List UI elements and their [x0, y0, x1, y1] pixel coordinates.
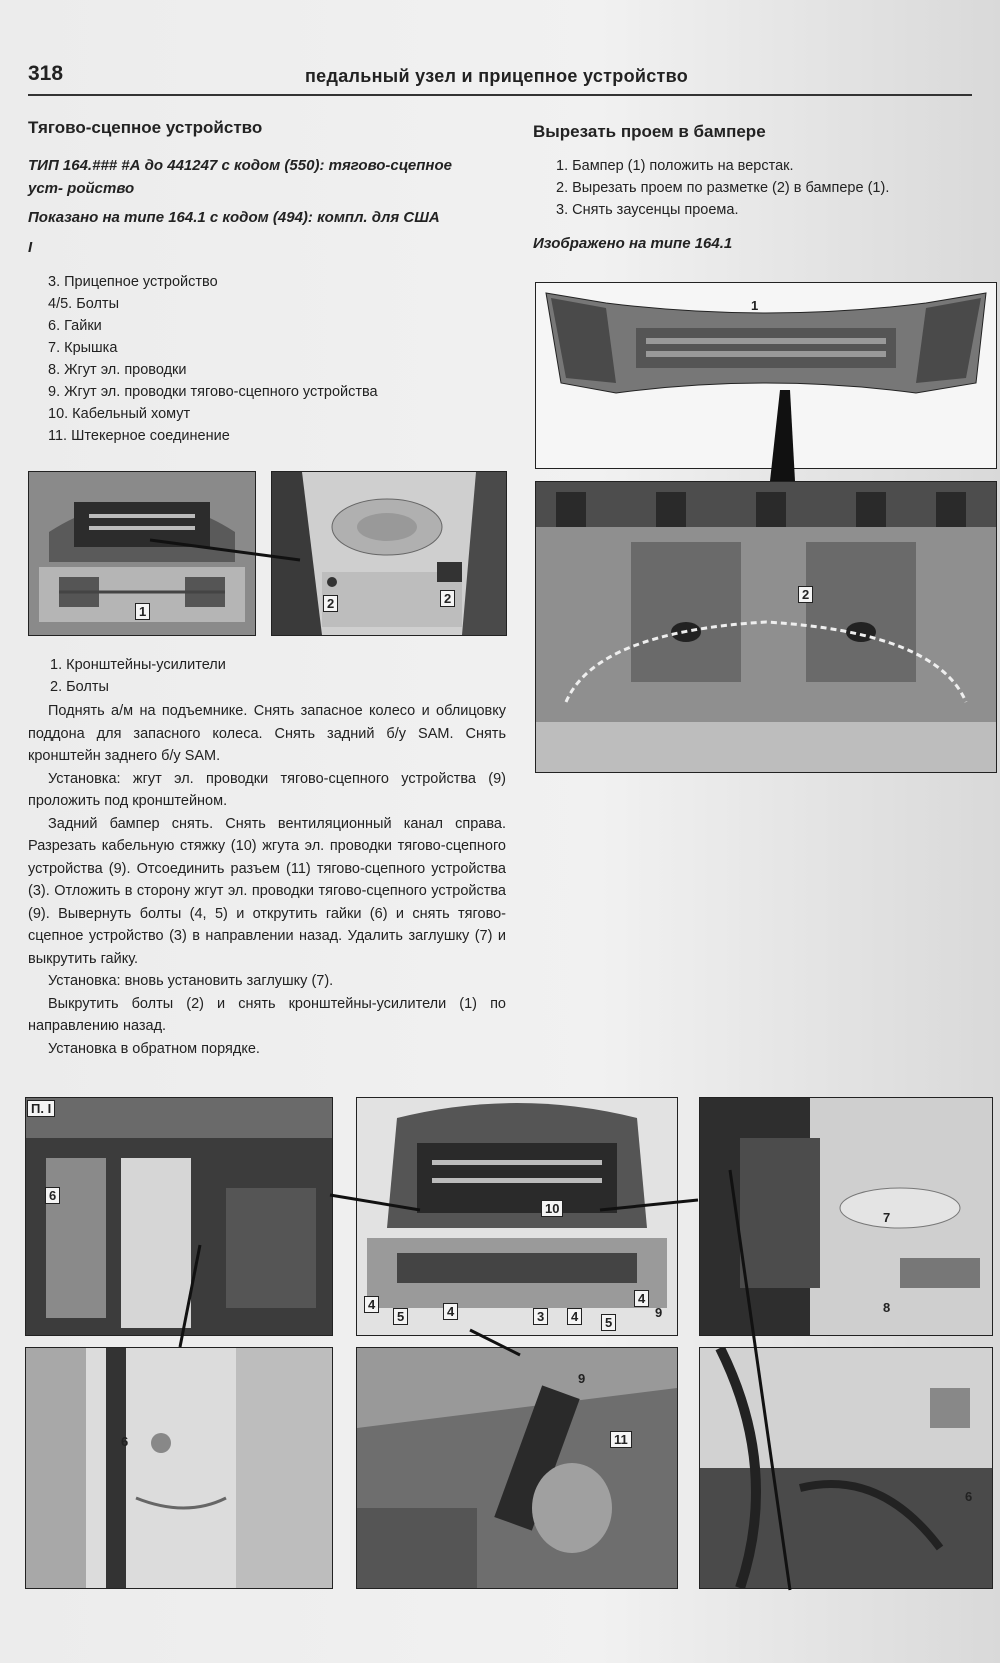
callout-label: 3 — [533, 1308, 548, 1325]
callout-label: 8 — [883, 1300, 891, 1315]
bracket-legend — [50, 654, 226, 698]
header-rule — [28, 94, 972, 96]
type-line: ТИП 164.### #А до 441247 с кодом (550): тягово-сцепное уст- ройство — [28, 157, 452, 197]
list-item: 7. Крышка — [48, 340, 118, 356]
list-item: 8. Жгут эл. проводки — [48, 362, 187, 378]
list-item: 6. Гайки — [48, 318, 102, 334]
photo-bottom-d — [25, 1347, 333, 1589]
list-item: 10. Кабельный хомут — [48, 406, 191, 422]
section-heading: Тягово-сцепное устройство — [28, 118, 263, 137]
running-header: педальный узел и прицепное устройство — [305, 66, 689, 86]
callout-label: 5 — [393, 1308, 408, 1325]
section-heading-bumper: Вырезать проем в бампере — [533, 122, 766, 141]
callout-label: 11 — [610, 1431, 632, 1448]
callout-label: 6 — [965, 1489, 973, 1504]
paragraph: Установка в обратном порядке. — [48, 1040, 260, 1057]
callout-label: 2 — [798, 586, 813, 603]
list-item: 2. Вырезать проем по разметке (2) в бампере (1). — [556, 180, 890, 196]
list-item: 1. Кронштейны-усилители — [50, 657, 226, 673]
list-item: 4/5. Болты — [48, 296, 119, 312]
paragraph: Установка: вновь установить заглушку (7). — [48, 973, 334, 989]
bumper-steps — [556, 155, 889, 221]
callout-label: 7 — [883, 1210, 891, 1225]
photo-bottom-e — [356, 1347, 678, 1589]
photo-bottom-c — [699, 1097, 993, 1336]
list-item: 9. Жгут эл. проводки тягово-сцепного устройства — [48, 384, 378, 400]
callout-label: 9 — [655, 1305, 663, 1320]
callout-label: 4 — [364, 1296, 379, 1313]
photo-bottom-b — [356, 1097, 678, 1336]
list-item: 11. Штекерное соединение — [48, 428, 230, 444]
roman-numeral: I — [28, 239, 33, 256]
procedure-text — [28, 700, 506, 1060]
photo-trunk-floor — [271, 471, 507, 636]
paragraph: Установка: жгут эл. проводки тягово-сцепного устройства (9) проложить под кронштейном. — [28, 770, 506, 809]
paragraph: Выкрутить болты (2) и снять кронштейны-усилители (1) по направлению назад. — [28, 995, 506, 1034]
photo-bottom-a — [25, 1097, 333, 1336]
list-item: 2. Болты — [50, 679, 109, 695]
callout-label: 4 — [634, 1290, 649, 1307]
callout-label: 4 — [567, 1308, 582, 1325]
callout-label: 2 — [440, 590, 455, 607]
parts-list — [48, 271, 378, 447]
photo-bumper — [535, 282, 997, 469]
panel-tag: П. I — [27, 1100, 55, 1117]
list-item: 3. Прицепное устройство — [48, 274, 218, 290]
callout-label: 4 — [443, 1303, 458, 1320]
list-item: 3. Снять заусенцы проема. — [556, 202, 739, 218]
callout-label: 5 — [601, 1314, 616, 1331]
paragraph: Поднять а/м на подъемнике. Снять запасное колесо и облицовку поддона для запасного колеса. Снять задний б/у SAM. Снять кронштейн заднего б/у SAM. — [28, 703, 506, 764]
shown-line-right: Изображено на типе 164.1 — [533, 235, 733, 252]
page-number: 318 — [28, 62, 64, 85]
photo-bumper-cutout — [535, 481, 997, 773]
list-item: 1. Бампер (1) положить на верстак. — [556, 158, 794, 174]
shown-line: Показано на типе 164.1 с кодом (494): компл. для США — [28, 209, 440, 226]
paragraph: Задний бампер снять. Снять вентиляционный канал справа. Разрезать кабельную стяжку (10) жгута эл. проводки тягово-сцепного устройства (9). Отсоединить разъем (11) тягово-сцепного устройства (3). Отложить в сторону жгут эл. проводки тягово-сцепного устройства (9). Вывернуть болты (4, 5) и открутить гайки (6) и снять тягово-сцепное устройство (3) в направлении назад. Удалить заглушку (7) и выкрутить гайку. — [28, 815, 506, 967]
callout-label: 1 — [135, 603, 150, 620]
callout-label: 1 — [751, 298, 759, 313]
callout-label: 2 — [323, 595, 338, 612]
callout-label: 6 — [121, 1434, 129, 1449]
callout-label: 9 — [578, 1371, 586, 1386]
callout-label: 6 — [45, 1187, 60, 1204]
callout-label: 10 — [541, 1200, 563, 1217]
photo-bottom-f — [699, 1347, 993, 1589]
